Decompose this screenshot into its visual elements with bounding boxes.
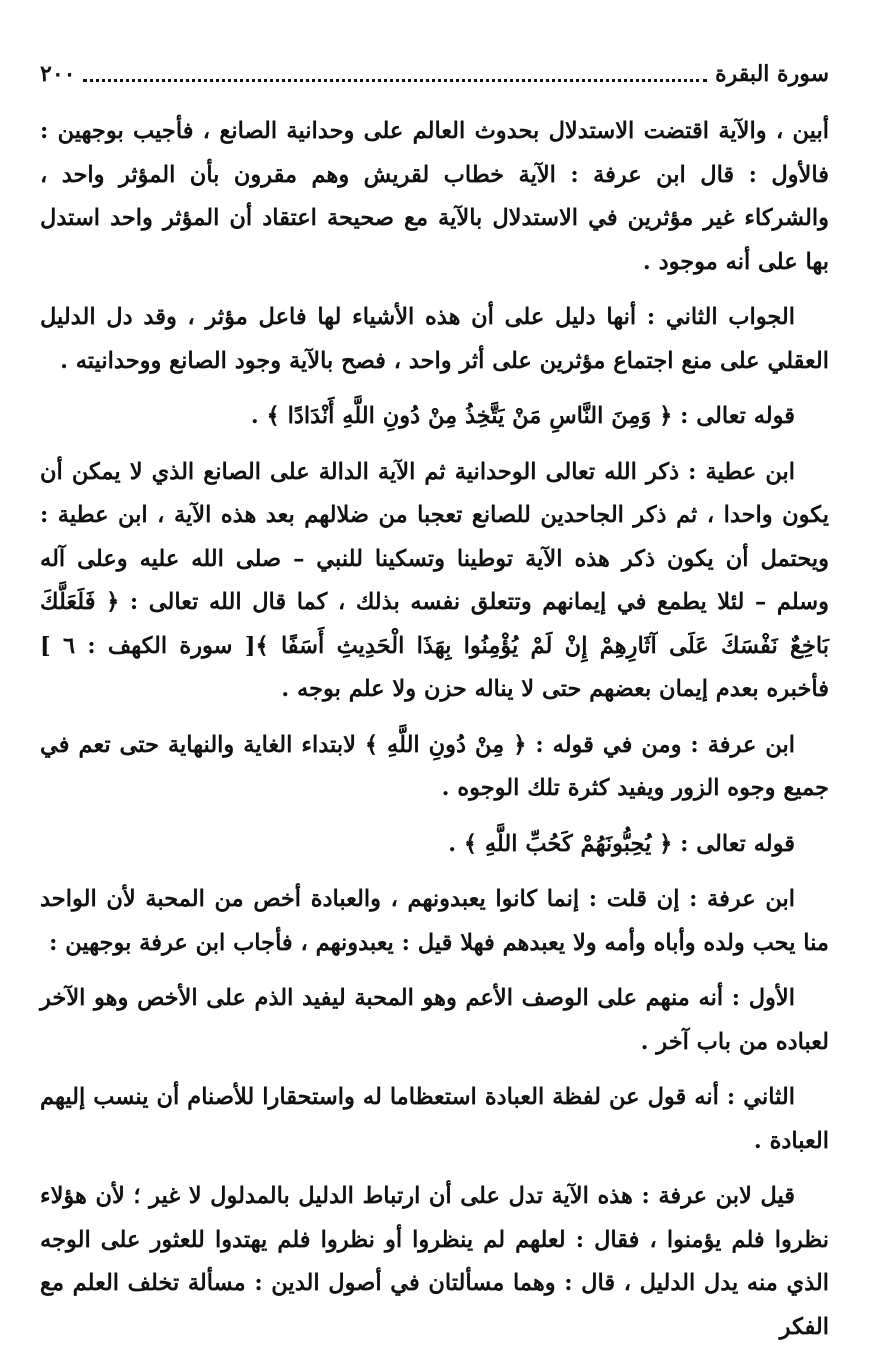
surah-title: سورة البقرة [715,61,829,87]
paragraph-6: الأول : أنه منهم على الوصف الأعم وهو المحبة ليفيد الذم على الأخص وهو الآخر لعباده من باب آخر . [40,985,829,1055]
page-number: ٢٠٠ [40,61,76,87]
page-body [40,110,829,1361]
verse-heading-1: قوله تعالى : ﴿ وَمِنَ النَّاسِ مَنْ يَتَّخِذُ مِنْ دُونِ اللَّهِ أَنْدَادًا ﴾ . [250,403,795,429]
paragraph-2: الجواب الثاني : أنها دليل على أن هذه الأشياء لها فاعل مؤثر ، وقد دل الدليل العقلي على منع اجتماع مؤثرين على أثر واحد ، فصح بالآية وجود الصانع ووحدانيته . [40,304,829,374]
page-header [40,58,829,90]
header-dotted-leader [83,79,707,82]
paragraph-3: ابن عطية : ذكر الله تعالى الوحدانية ثم الآية الدالة على الصانع الذي لا يمكن أن يكون واحدا ، ثم ذكر الجاحدين للصانع تعجبا من ضلالهم بعد هذه الآية ، ابن عطية : ويحتمل أن يكون ذكر هذه الآية توطينا وتسكينا للنبي – صلى الله عليه وعلى آله وسلم – لئلا يطمع في إيمانهم وتتعلق نفسه بذلك ، كما قال الله تعالى : ﴿ فَلَعَلَّكَ بَاخِعٌ نَفْسَكَ عَلَى آثَارِهِمْ إِنْ لَمْ يُؤْمِنُوا بِهَذَا الْحَدِيثِ أَسَفًا ﴾[ سورة الكهف : ٦ ] فأخبره بعدم إيمان بعضهم حتى لا يناله حزن ولا علم بوجه . [40,458,829,702]
verse-heading-2: قوله تعالى : ﴿ يُحِبُّونَهُمْ كَحُبِّ اللَّهِ ﴾ . [448,830,795,857]
paragraph-1: أبين ، والآية اقتضت الاستدلال بحدوث العالم على وحدانية الصانع ، فأجيب بوجهين : فالأول : قال ابن عرفة : الآية خطاب لقريش وهم مقرون بأن المؤثر واحد ، والشركاء غير مؤثرين في الاستدلال بالآية مع صحيحة اعتقاد أن المؤثر واحد استدل بها على أنه موجود . [40,118,829,275]
paragraph-8: قيل لابن عرفة : هذه الآية تدل على أن ارتباط الدليل بالمدلول لا غير ؛ لأن هؤلاء نظروا فلم يؤمنوا ، فقال : لعلهم لم ينظروا أو نظروا فلم يهتدوا للعثور على الوجه الذي منه يدل الدليل ، قال : وهما مسألتان في أصول الدين : مسألة تخلف العلم مع الفكر [40,1183,829,1340]
paragraph-4: ابن عرفة : ومن في قوله : ﴿ مِنْ دُونِ اللَّهِ ﴾ لابتداء الغاية والنهاية حتى تعم في جميع وجوه الزور ويفيد كثرة تلك الوجوه . [40,731,829,801]
paragraph-7: الثاني : أنه قول عن لفظة العبادة استعظاما له واستحقارا للأصنام أن ينسب إليهم العبادة . [40,1084,829,1154]
paragraph-5: ابن عرفة : إن قلت : إنما كانوا يعبدونهم ، والعبادة أخص من المحبة لأن الواحد منا يحب ولده وأباه وأمه ولا يعبدهم فهلا قيل : يعبدونهم ، فأجاب ابن عرفة بوجهين : [40,886,829,956]
